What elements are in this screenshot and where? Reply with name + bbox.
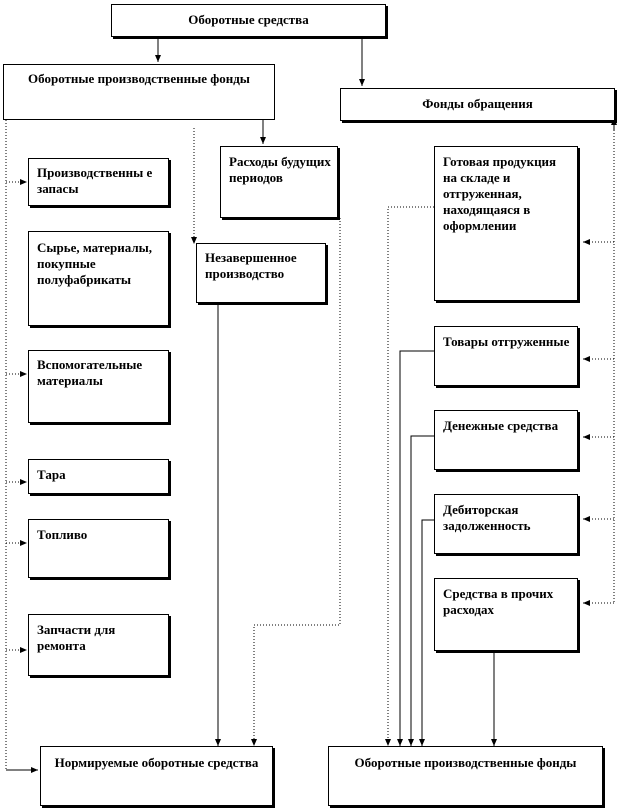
- label-parts: Запчасти для ремонта: [37, 622, 116, 653]
- label-other: Средства в прочих расходах: [443, 586, 554, 617]
- box-tara: [28, 459, 169, 494]
- box-debt: [434, 494, 578, 554]
- label-root: Оборотные средства: [188, 12, 309, 27]
- box-shipped: [434, 326, 578, 386]
- label-bottom-right: Оборотные производственные фонды: [354, 755, 577, 770]
- label-debt: Дебиторская задолженность: [443, 502, 531, 533]
- label-future: Расходы будущих периодов: [229, 154, 331, 185]
- box-raw: [28, 231, 169, 326]
- box-aux: [28, 350, 169, 423]
- label-normed: Нормируемые оборотные средства: [54, 755, 259, 770]
- label-shipped: Товары отгруженные: [443, 334, 570, 349]
- box-prod-funds: [3, 64, 275, 120]
- arrow-shipped-to-bottom: [400, 351, 434, 746]
- label-fuel: Топливо: [37, 527, 88, 542]
- box-normed: [40, 746, 273, 806]
- box-stocks: [28, 158, 169, 206]
- box-wip: [196, 243, 326, 303]
- box-other: [434, 578, 578, 651]
- label-cash: Денежные средства: [443, 418, 559, 433]
- box-bottom-right: [328, 746, 603, 806]
- label-raw: Сырье, материалы, покупные полуфабрикаты: [37, 240, 153, 287]
- label-stocks: Производственны е запасы: [37, 165, 153, 196]
- label-aux: Вспомогательные материалы: [37, 357, 143, 388]
- label-tara: Тара: [37, 467, 66, 482]
- box-cash: [434, 410, 578, 470]
- arrow-debt-to-bottom: [422, 520, 434, 746]
- box-fuel: [28, 519, 169, 578]
- box-finished: [434, 146, 578, 301]
- label-wip: Незавершенное производство: [205, 250, 297, 281]
- box-parts: [28, 614, 169, 676]
- label-circ-funds: Фонды обращения: [422, 96, 533, 111]
- box-root: [111, 4, 386, 37]
- box-circ-funds: [340, 88, 615, 121]
- label-finished: Готовая продукция на складе и отгруженная, находящаяся в оформлении: [443, 154, 557, 233]
- box-future: [220, 146, 338, 218]
- label-prod-funds: Оборотные производственные фонды: [28, 71, 250, 86]
